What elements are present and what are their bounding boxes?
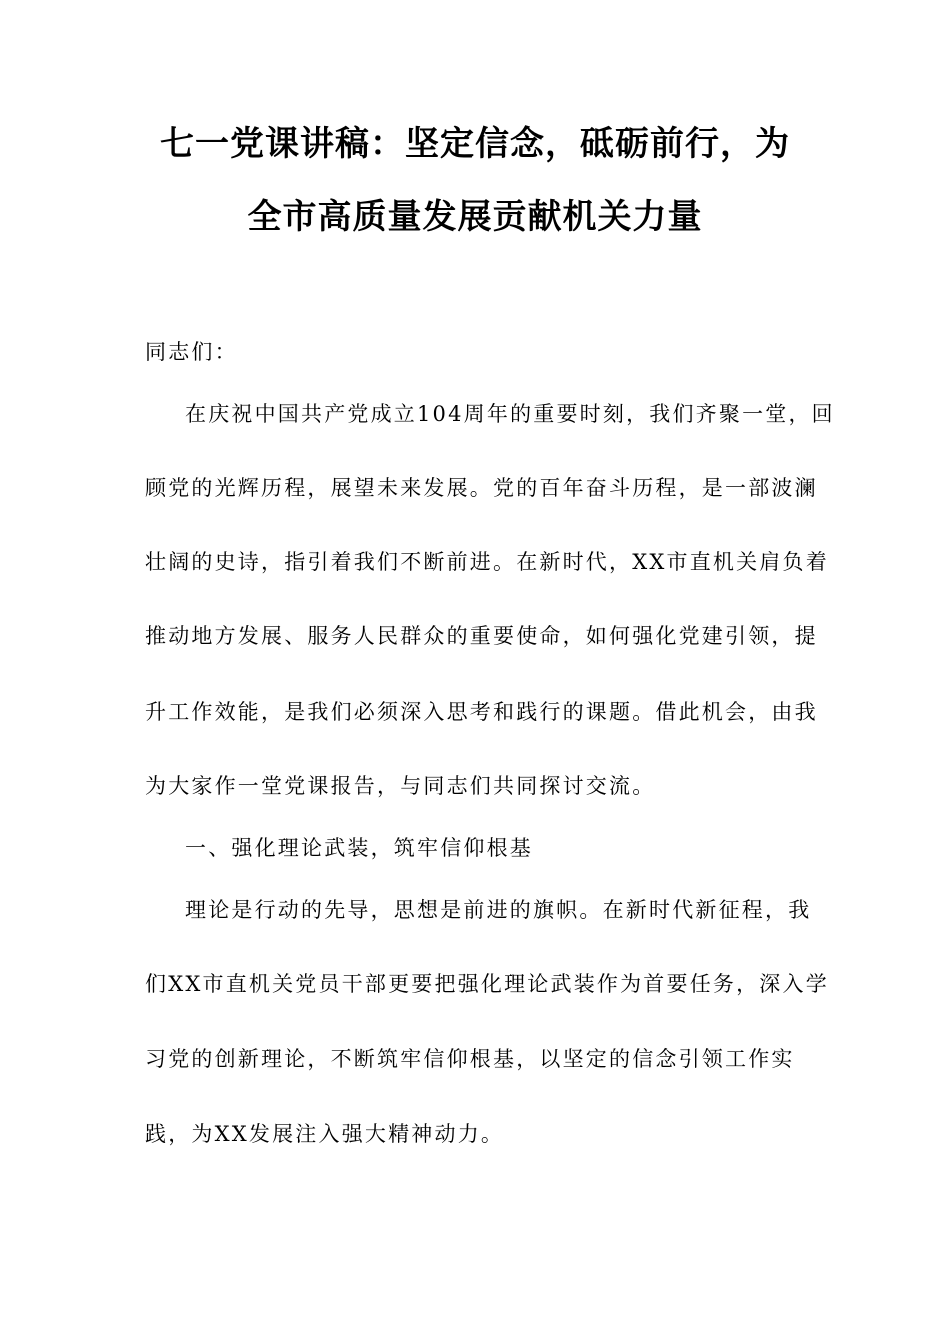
- paragraph-1-line-3: 壮阔的史诗，指引着我们不断前进。在新时代，XX市直机关肩负着: [145, 550, 829, 574]
- paragraph-2-line-4: 践，为XX发展注入强大精神动力。: [145, 1122, 505, 1146]
- paragraph-2-line-1: 理论是行动的先导，思想是前进的旗帜。在新时代新征程，我: [185, 898, 812, 922]
- paragraph-2-line-2: 们XX市直机关党员干部更要把强化理论武装作为首要任务，深入学: [145, 972, 829, 996]
- document-title-line-2: 全市高质量发展贡献机关力量: [247, 197, 703, 237]
- section-heading-1: 一、强化理论武装，筑牢信仰根基: [185, 836, 533, 860]
- paragraph-1-line-6: 为大家作一堂党课报告，与同志们共同探讨交流。: [145, 774, 656, 798]
- document-title-line-1: 七一党课讲稿：坚定信念，砥砺前行，为: [160, 124, 790, 164]
- paragraph-1-line-5: 升工作效能，是我们必须深入思考和践行的课题。借此机会，由我: [145, 700, 818, 724]
- paragraph-2-line-3: 习党的创新理论，不断筑牢信仰根基，以坚定的信念引领工作实: [145, 1047, 795, 1071]
- salutation: 同志们：: [145, 340, 238, 364]
- paragraph-1-line-1: 在庆祝中国共产党成立104周年的重要时刻，我们齐聚一堂，回: [185, 402, 835, 426]
- paragraph-1-line-4: 推动地方发展、服务人民群众的重要使命，如何强化党建引领，提: [145, 624, 818, 648]
- paragraph-1-line-2: 顾党的光辉历程，展望未来发展。党的百年奋斗历程，是一部波澜: [145, 476, 818, 500]
